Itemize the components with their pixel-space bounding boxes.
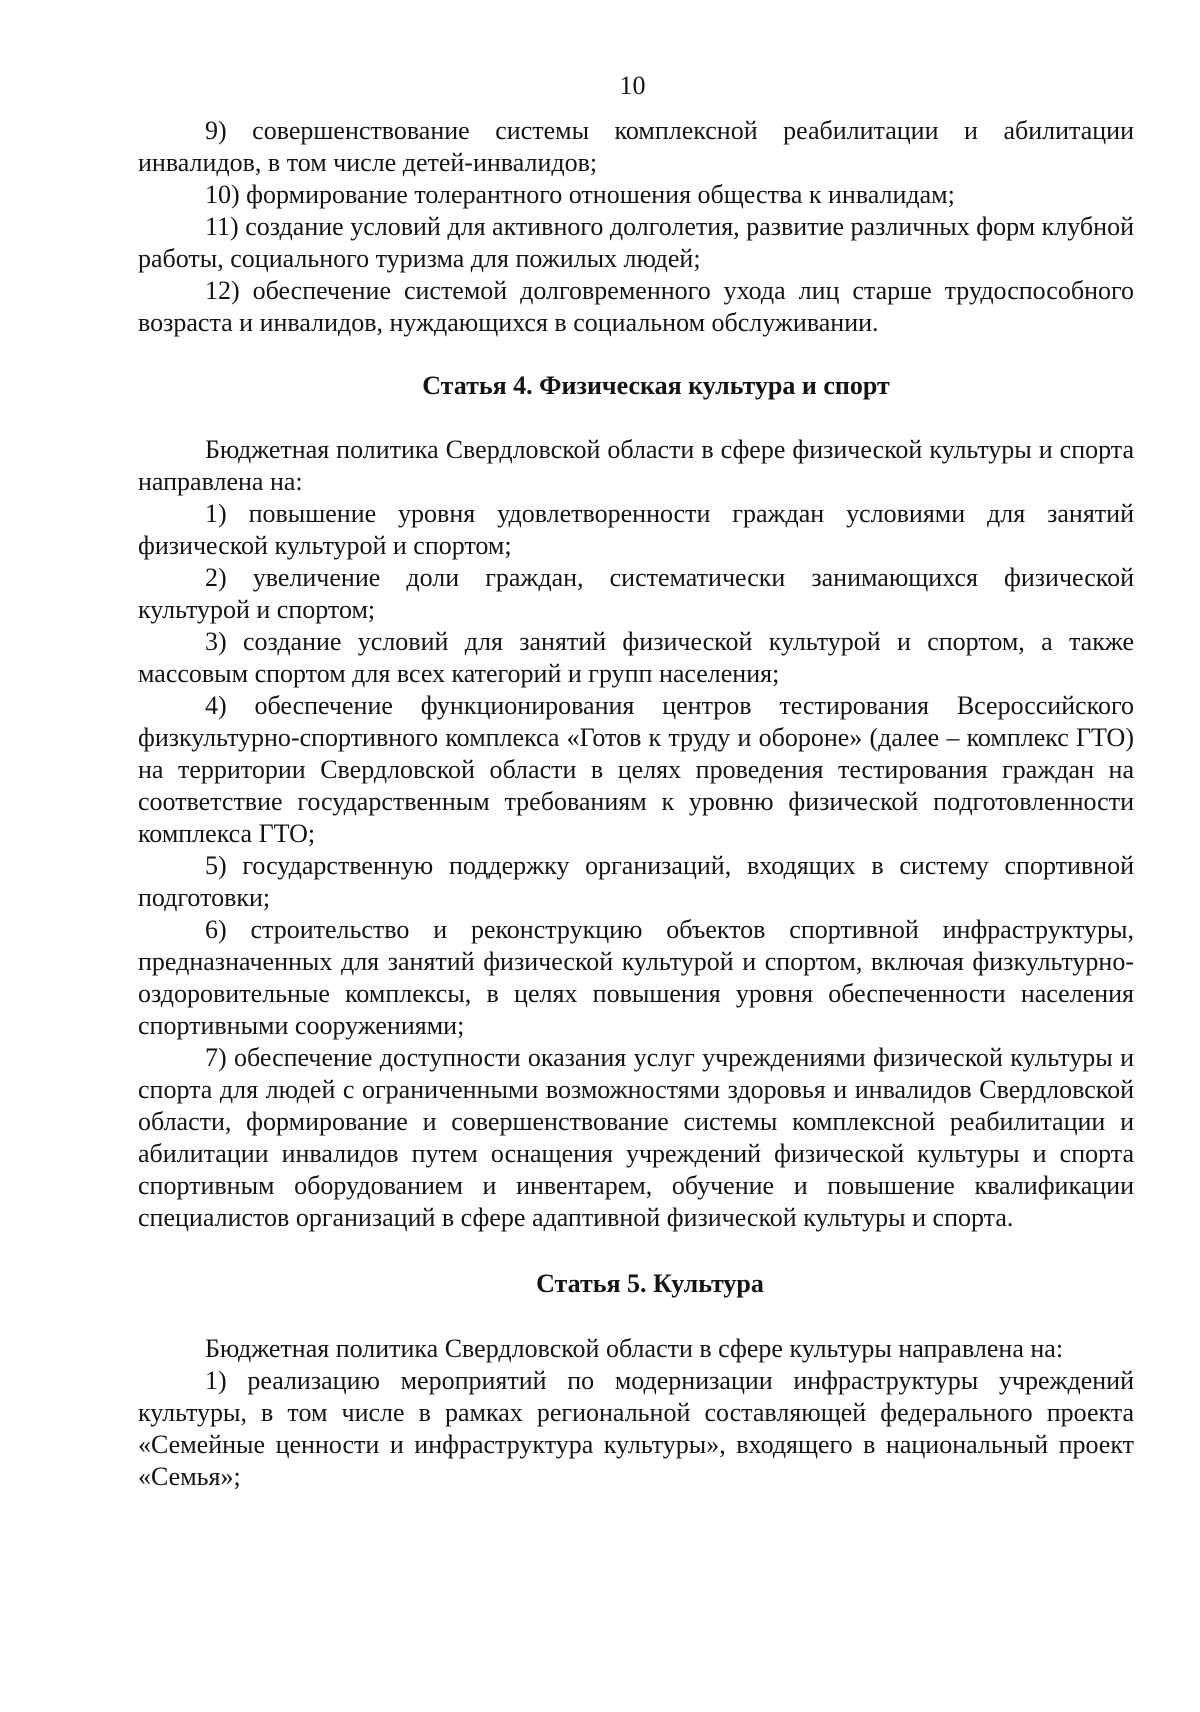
article-5-heading: Статья 5. Культура	[536, 1269, 764, 1298]
page-content	[138, 115, 1134, 1493]
article-5-item-1: 1) реализацию мероприятий по модернизации инфраструктуры учреждений культуры, в том числе в рамках региональной составляющей федерального проекта «Семейные ценности и инфраструктура культуры», входящего в национальный проект «Семья»;	[138, 1366, 1134, 1491]
list-item-12: 12) обеспечение системой долговременного ухода лиц старше трудоспособного возраста и инвалидов, нуждающихся в социальном обслуживании.	[138, 276, 1134, 337]
article-4-item-6: 6) строительство и реконструкцию объектов спортивной инфраструктуры, предназначенных для занятий физической культурой и спортом, включая физкультурно-оздоровительные комплексы, в целях повышения уровня обеспеченности населения спортивными сооружениями;	[138, 915, 1134, 1040]
page-number: 10	[619, 71, 646, 100]
article-4-item-4: 4) обеспечение функционирования центров тестирования Всероссийского физкультурно-спортивного комплекса «Готов к труду и обороне» (далее – комплекс ГТО) на территории Свердловской области в целях проведения тестирования граждан на соответствие государственным требованиям к уровню физической подготовленности комплекса ГТО;	[138, 691, 1134, 848]
article-4-item-7: 7) обеспечение доступности оказания услуг учреждениями физической культуры и спорта для людей с ограниченными возможностями здоровья и инвалидов Свердловской области, формирование и совершенствование системы комплексной реабилитации и абилитации инвалидов путем оснащения учреждений физической культуры и спорта спортивным оборудованием и инвентарем, обучение и повышение квалификации специалистов организаций в сфере адаптивной физической культуры и спорта.	[138, 1043, 1134, 1232]
list-item-10: 10) формирование толерантного отношения общества к инвалидам;	[205, 180, 955, 209]
article-5-intro: Бюджетная политика Свердловской области в сфере культуры направлена на:	[205, 1334, 1064, 1363]
article-4-intro: Бюджетная политика Свердловской области в сфере физической культуры и спорта направлена на:	[138, 435, 1134, 496]
article-4-item-2: 2) увеличение доли граждан, систематически занимающихся физической культурой и спортом;	[138, 563, 1134, 624]
list-item-9: 9) совершенствование системы комплексной реабилитации и абилитации инвалидов, в том числе детей-инвалидов;	[138, 116, 1134, 177]
article-4-item-3: 3) создание условий для занятий физической культурой и спортом, а также массовым спортом для всех категорий и групп населения;	[138, 627, 1134, 688]
list-item-11: 11) создание условий для активного долголетия, развитие различных форм клубной работы, социального туризма для пожилых людей;	[138, 212, 1134, 273]
article-4-item-1: 1) повышение уровня удовлетворенности граждан условиями для занятий физической культурой и спортом;	[138, 499, 1134, 560]
article-4-heading: Статья 4. Физическая культура и спорт	[422, 371, 890, 400]
article-4-item-5: 5) государственную поддержку организаций, входящих в систему спортивной подготовки;	[138, 851, 1134, 912]
